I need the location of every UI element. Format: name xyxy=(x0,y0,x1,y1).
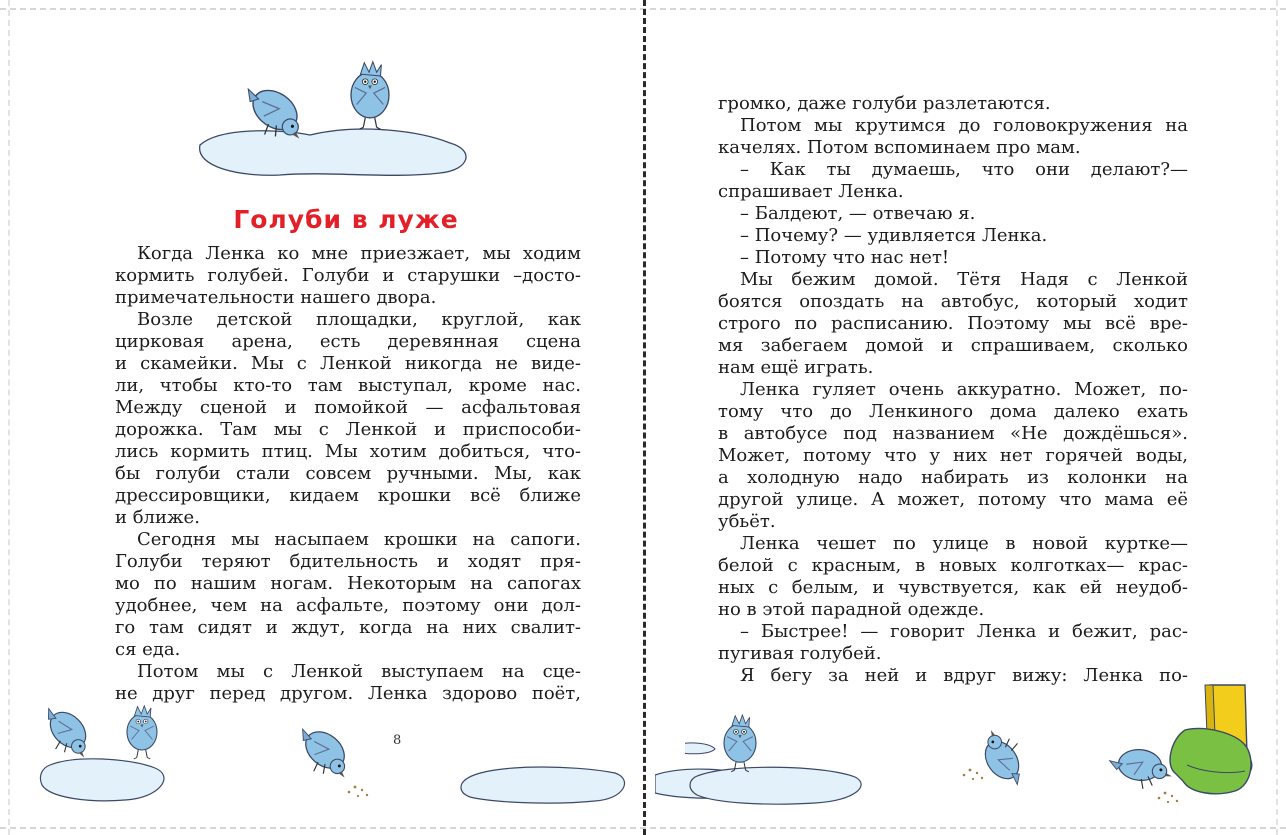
text-line: пугивая голубей. xyxy=(718,643,882,664)
text-line: дрессировщики, кидаем крошки всё ближе xyxy=(115,485,581,506)
text-line: тому что до Ленкиного дома далеко ехать xyxy=(718,401,1188,422)
text-line: – Как ты думаешь, что они делают?— xyxy=(740,159,1188,180)
left-text-column xyxy=(115,243,581,705)
pigeon-pecking-right-illustration xyxy=(950,725,1060,810)
text-line: бы голуби стали совсем ручными. Мы, как xyxy=(115,463,581,484)
pigeon-and-boots-illustration xyxy=(1095,675,1270,810)
text-line: нам ещё играть. xyxy=(718,357,874,378)
text-line: другой улице. А может, потому что мама её xyxy=(718,489,1188,510)
book-spine-divider xyxy=(643,0,646,835)
text-line: го там сидят и ждут, когда на них свалит- xyxy=(115,617,581,638)
right-page xyxy=(655,0,1270,835)
text-line: спрашивает Ленка. xyxy=(718,181,904,202)
text-line: и ближе. xyxy=(115,507,200,528)
puddle-bottom-illustration xyxy=(455,755,635,810)
text-line: мя забегаем домой и спрашиваем, сколько xyxy=(718,335,1188,356)
text-line: а холодную надо набирать из колонки на xyxy=(718,467,1188,488)
text-line: лись кормить птиц. Мы хотим добиться, что- xyxy=(115,441,581,462)
pigeons-in-puddle-header-illustration xyxy=(190,55,490,185)
text-line: цирковая арена, есть деревянная сцена xyxy=(115,331,581,352)
page-frame-right xyxy=(1276,0,1278,835)
text-line: кормить голубей. Голуби и старушки –досто- xyxy=(115,265,581,286)
text-line: мо по нашим ногам. Некоторым на сапогах xyxy=(115,573,581,594)
text-line: боятся опоздать на автобус, который ходит xyxy=(718,291,1188,312)
text-line: в автобусе под названием «Не дождёшься». xyxy=(718,423,1188,444)
text-line: – Почему? — удивляется Ленка. xyxy=(740,225,1048,246)
text-line: Между сценой и помойкой — асфальтовая xyxy=(115,397,581,418)
text-line: Когда Ленка ко мне приезжает, мы ходим xyxy=(137,243,581,264)
text-line: Ленка гуляет очень аккуратно. Может, по- xyxy=(740,379,1188,400)
text-line: не друг перед другом. Ленка здорово поёт, xyxy=(115,683,581,704)
text-line: Ленка чешет по улице в новой куртке— xyxy=(740,533,1188,554)
pigeon-standing-puddle-right-illustration xyxy=(685,705,875,810)
text-line: Потом мы крутимся до головокружения на xyxy=(740,115,1188,136)
text-line: примечательности нашего двора. xyxy=(115,287,437,308)
text-line: качелях. Потом вспоминаем про мам. xyxy=(718,137,1081,158)
page-number: 8 xyxy=(393,733,402,748)
right-text-column xyxy=(718,93,1188,687)
text-line: – Балдеют, — отвечаю я. xyxy=(740,203,976,224)
text-line: Может, потому что у них нет горячей воды, xyxy=(718,445,1188,466)
text-line: Голуби теряют бдительность и ходят пря- xyxy=(115,551,581,572)
text-line: дорожка. Там мы с Ленкой и приспособи- xyxy=(115,419,581,440)
text-line: – Потому что нас нет! xyxy=(740,247,950,268)
text-line: ли, чтобы кто-то там выступал, кроме нас. xyxy=(115,375,581,396)
text-line: Потом мы с Ленкой выступаем на сце- xyxy=(137,661,581,682)
text-line: строго по расписанию. Поэтому мы всё вре- xyxy=(718,313,1188,334)
pigeons-bottom-left-illustration xyxy=(30,700,200,810)
text-line: – Быстрее! — говорит Ленка и бежит, рас- xyxy=(740,621,1188,642)
story-title: Голуби в луже xyxy=(233,205,459,234)
text-line: ся еда. xyxy=(115,639,181,660)
text-line: удобнее, чем на асфальте, поэтому они дол- xyxy=(115,595,581,616)
pigeon-pecking-left-illustration xyxy=(275,715,385,810)
text-line: Возле детской площадки, круглой, как xyxy=(137,309,581,330)
text-line: громко, даже голуби разлетаются. xyxy=(718,93,1051,114)
text-line: и скамейки. Мы с Ленкой никогда не виде- xyxy=(115,353,581,374)
left-page xyxy=(20,0,635,835)
text-line: Сегодня мы насыпаем крошки на сапоги. xyxy=(137,529,581,550)
page-frame-left xyxy=(8,0,10,835)
text-line: Я бегу за ней и вдруг вижу: Ленка по- xyxy=(740,665,1188,686)
text-line: но в этой парадной одежде. xyxy=(718,599,985,620)
text-line: Мы бежим домой. Тётя Надя с Ленкой xyxy=(740,269,1188,290)
text-line: ных с белым, и чувствуется, как ей неудоб- xyxy=(718,577,1188,598)
text-line: убьёт. xyxy=(718,511,776,532)
text-line: белой с красным, в новых колготках— крас- xyxy=(718,555,1188,576)
